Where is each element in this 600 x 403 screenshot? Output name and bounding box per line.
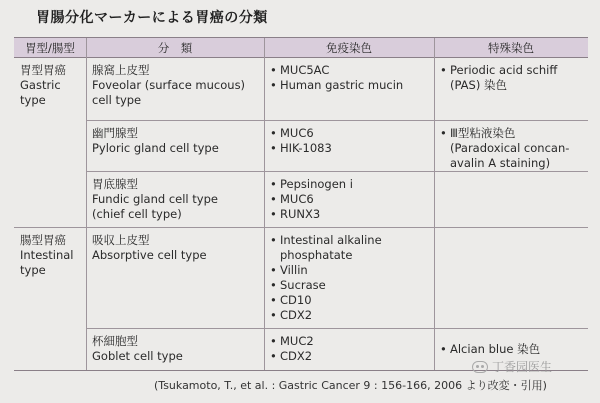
table-row: 吸収上皮型 Absorptive cell type <box>92 233 207 262</box>
immunostain-cell <box>264 332 434 366</box>
watermark: 丁香园医生 <box>472 358 552 375</box>
header-classification: 分 類 <box>157 41 193 55</box>
list-item: • CDX2 <box>270 308 428 323</box>
list-item: • Periodic acid schiff (PAS) 染色 <box>440 63 582 93</box>
list-item: • RUNX3 <box>270 207 428 222</box>
header-type: 胃型/腸型 <box>25 41 75 55</box>
chat-bubble-icon <box>472 361 488 373</box>
immunostain-cell <box>264 124 434 158</box>
citation: (Tsukamoto, T., et al. : Gastric Cancer 9 : 156-166, 2006 より改変・引用) <box>154 379 547 392</box>
table-row: 胃底腺型 Fundic gland cell type (chief cell type) <box>92 177 218 221</box>
classification-table <box>14 37 588 371</box>
list-item: • MUC5AC <box>270 63 428 78</box>
list-item: • Pepsinogen i <box>270 177 428 192</box>
row-divider <box>14 227 588 228</box>
header-immunostain: 免疫染色 <box>326 41 372 55</box>
list-item: • HIK-1083 <box>270 141 428 156</box>
group-gastric: 胃型胃癌 Gastric type <box>20 63 66 107</box>
table-row: 杯細胞型 Goblet cell type <box>92 334 183 363</box>
list-item: • MUC6 <box>270 126 428 141</box>
row-divider <box>86 328 588 329</box>
special-stain-cell <box>434 340 588 359</box>
immunostain-cell <box>264 231 434 325</box>
header-special-stain: 特殊染色 <box>488 41 534 55</box>
list-item: • Ⅲ型粘液染色 (Paradoxical concan- avalin A staining) <box>440 126 582 171</box>
immunostain-cell <box>264 175 434 224</box>
list-item: • Human gastric mucin <box>270 78 428 93</box>
special-stain-cell <box>434 124 588 173</box>
table-row: 幽門腺型 Pyloric gland cell type <box>92 126 219 155</box>
list-item: • Sucrase <box>270 278 428 293</box>
page-title: 胃腸分化マーカーによる胃癌の分類 <box>36 10 268 26</box>
list-item: • MUC2 <box>270 334 428 349</box>
list-item: • Intestinal alkaline phosphatate <box>270 233 428 263</box>
list-item: • CDX2 <box>270 349 428 364</box>
list-item: • CD10 <box>270 293 428 308</box>
table-row: 腺窩上皮型 Foveolar (surface mucous) cell type <box>92 63 246 107</box>
special-stain-cell <box>434 61 588 95</box>
list-item: • Villin <box>270 263 428 278</box>
row-divider <box>86 120 588 121</box>
list-item: • Alcian blue 染色 <box>440 342 582 357</box>
group-intestinal: 腸型胃癌 Intestinal type <box>20 233 74 277</box>
list-item: • MUC6 <box>270 192 428 207</box>
immunostain-cell <box>264 61 434 95</box>
